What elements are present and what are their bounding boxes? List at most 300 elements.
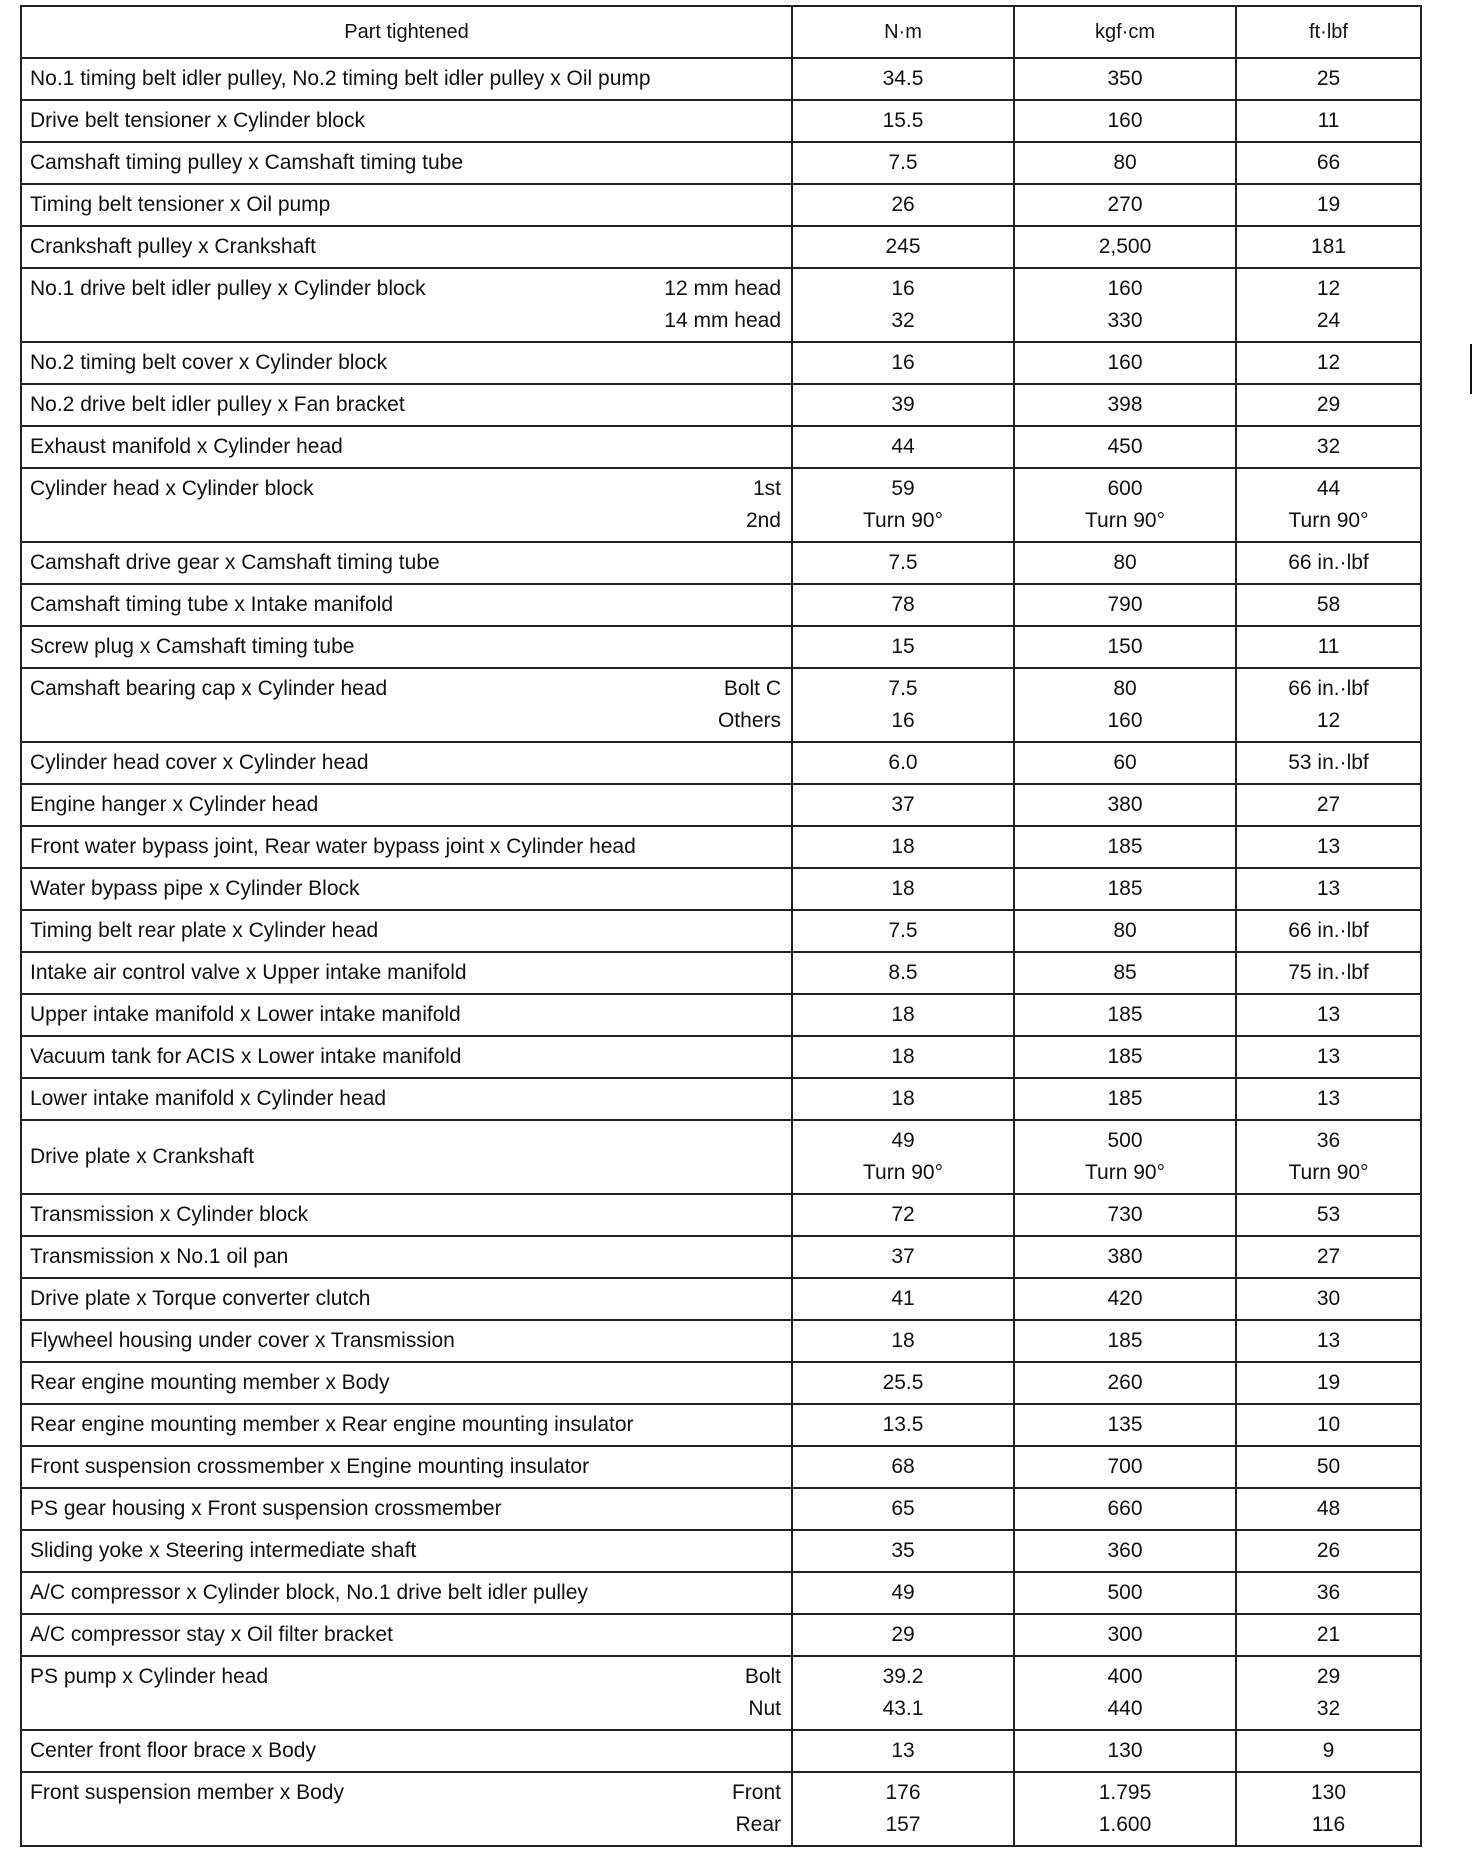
- part-cell: [21, 1362, 792, 1404]
- nm-value-cell: [792, 1730, 1014, 1772]
- part-name: PS gear housing x Front suspension crossmember: [30, 1497, 502, 1520]
- part-name: Intake air control valve x Upper intake manifold: [30, 961, 467, 984]
- nm-value: 29: [891, 1623, 915, 1646]
- kgf-value-cell: [1014, 994, 1236, 1036]
- part-cell: [21, 100, 792, 142]
- kgf-value: 398: [1107, 393, 1143, 416]
- ft-value-cell: [1236, 142, 1421, 184]
- ft-value-cell: [1236, 1614, 1421, 1656]
- nm-value: 7.5: [888, 151, 918, 174]
- nm-value-cell: [792, 868, 1014, 910]
- nm-value-cell: [792, 342, 1014, 384]
- kgf-value-cell: [1014, 952, 1236, 994]
- part-name: Rear engine mounting member x Body: [30, 1371, 390, 1394]
- nm-value: 6.0: [888, 751, 918, 774]
- kgf-value-cell: [1014, 1236, 1236, 1278]
- ft-value-cell: [1236, 868, 1421, 910]
- kgf-value: 160: [1107, 709, 1143, 732]
- ft-value-cell: [1236, 584, 1421, 626]
- part-cell: [21, 742, 792, 784]
- part-name: Drive plate x Torque converter clutch: [30, 1287, 371, 1310]
- nm-value: 59: [891, 477, 915, 500]
- part-cell: [21, 784, 792, 826]
- table-row: [21, 742, 1421, 784]
- ft-value-cell: [1236, 994, 1421, 1036]
- kgf-value-cell: [1014, 1194, 1236, 1236]
- ft-value-cell: [1236, 1036, 1421, 1078]
- ft-value-cell: [1236, 426, 1421, 468]
- table-row: [21, 426, 1421, 468]
- kgf-value: 2,500: [1098, 235, 1152, 258]
- nm-value: 39: [891, 393, 915, 416]
- part-name: Center front floor brace x Body: [30, 1739, 316, 1762]
- ft-value-cell: [1236, 58, 1421, 100]
- kgf-value: 80: [1113, 151, 1137, 174]
- part-name: Crankshaft pulley x Crankshaft: [30, 235, 316, 258]
- part-cell: [21, 868, 792, 910]
- kgf-value-cell: [1014, 1404, 1236, 1446]
- nm-value: 49: [891, 1581, 915, 1604]
- sub-condition-label: 2nd: [745, 509, 781, 532]
- sub-condition-label: 14 mm head: [664, 309, 781, 332]
- part-cell: [21, 1530, 792, 1572]
- part-name: Vacuum tank for ACIS x Lower intake manifold: [30, 1045, 462, 1068]
- torque-table-body: [21, 58, 1421, 1846]
- sub-condition-label: 12 mm head: [664, 277, 781, 300]
- nm-value-cell: [792, 1036, 1014, 1078]
- nm-value: 32: [891, 309, 915, 332]
- kgf-value: 500: [1107, 1129, 1143, 1152]
- nm-value: 18: [891, 835, 915, 858]
- kgf-value: 160: [1107, 277, 1143, 300]
- kgf-value: 185: [1107, 1087, 1143, 1110]
- table-row: [21, 1320, 1421, 1362]
- ft-value: 10: [1316, 1413, 1341, 1436]
- ft-value-cell: [1236, 668, 1421, 742]
- kgf-value-cell: [1014, 1488, 1236, 1530]
- kgf-value-cell: [1014, 426, 1236, 468]
- ft-value: 29: [1316, 393, 1341, 416]
- nm-value: Turn 90°: [863, 509, 943, 532]
- nm-value-cell: [792, 426, 1014, 468]
- kgf-value-cell: [1014, 1278, 1236, 1320]
- ft-value: 30: [1316, 1287, 1341, 1310]
- nm-value: 18: [891, 1087, 915, 1110]
- nm-value: 15.5: [882, 109, 924, 132]
- nm-value-cell: [792, 1530, 1014, 1572]
- ft-value: 13: [1316, 1087, 1341, 1110]
- ft-value-cell: [1236, 268, 1421, 342]
- part-name: A/C compressor x Cylinder block, No.1 drive belt idler pulley: [30, 1581, 588, 1604]
- part-name: Timing belt tensioner x Oil pump: [30, 193, 331, 216]
- kgf-value: 60: [1113, 751, 1137, 774]
- kgf-value: 380: [1107, 793, 1143, 816]
- kgf-value-cell: [1014, 784, 1236, 826]
- nm-value: 15: [891, 635, 915, 658]
- kgf-value: 135: [1107, 1413, 1143, 1436]
- ft-value-cell: [1236, 1236, 1421, 1278]
- part-cell: [21, 1656, 792, 1730]
- part-name: No.2 timing belt cover x Cylinder block: [30, 351, 388, 374]
- nm-value: 49: [891, 1129, 915, 1152]
- ft-value: 25: [1316, 67, 1341, 90]
- nm-value-cell: [792, 58, 1014, 100]
- table-row: [21, 1278, 1421, 1320]
- part-name: Camshaft drive gear x Camshaft timing tube: [30, 551, 440, 574]
- ft-value-cell: [1236, 826, 1421, 868]
- table-row: [21, 342, 1421, 384]
- part-name: Drive belt tensioner x Cylinder block: [30, 109, 365, 132]
- nm-value-cell: [792, 1194, 1014, 1236]
- nm-value: 65: [891, 1497, 915, 1520]
- part-cell: [21, 142, 792, 184]
- table-row: [21, 226, 1421, 268]
- ft-value-cell: [1236, 952, 1421, 994]
- kgf-value-cell: [1014, 826, 1236, 868]
- kgf-value: 380: [1107, 1245, 1143, 1268]
- nm-value: 16: [891, 351, 915, 374]
- table-row: [21, 826, 1421, 868]
- nm-value: 18: [891, 1045, 915, 1068]
- header-part-tightened: Part tightened: [21, 6, 792, 58]
- ft-value-cell: [1236, 468, 1421, 542]
- kgf-value-cell: [1014, 1446, 1236, 1488]
- part-cell: [21, 1320, 792, 1362]
- ft-value-cell: [1236, 1730, 1421, 1772]
- kgf-value: 730: [1107, 1203, 1143, 1226]
- ft-value: 13: [1316, 835, 1341, 858]
- ft-value: Turn 90°: [1288, 509, 1369, 532]
- table-row: [21, 1730, 1421, 1772]
- table-row: [21, 100, 1421, 142]
- nm-value: 7.5: [888, 551, 918, 574]
- kgf-value: 330: [1107, 309, 1143, 332]
- kgf-value: 350: [1107, 67, 1143, 90]
- sub-condition-label: Nut: [748, 1697, 781, 1720]
- sub-condition-label: Rear: [735, 1813, 781, 1836]
- ft-value: 19: [1316, 1371, 1341, 1394]
- part-name: Flywheel housing under cover x Transmission: [30, 1329, 455, 1352]
- ft-value: 130: [1310, 1781, 1347, 1804]
- nm-value: 7.5: [888, 919, 918, 942]
- kgf-value: Turn 90°: [1085, 509, 1165, 532]
- part-cell: [21, 1614, 792, 1656]
- ft-value-cell: [1236, 1362, 1421, 1404]
- ft-value-cell: [1236, 1488, 1421, 1530]
- part-cell: [21, 826, 792, 868]
- part-cell: [21, 994, 792, 1036]
- sub-condition-labels: [718, 669, 781, 741]
- ft-value-cell: [1236, 226, 1421, 268]
- part-cell: [21, 384, 792, 426]
- table-row: [21, 1772, 1421, 1846]
- ft-value: 29: [1316, 1665, 1341, 1688]
- nm-value: 176: [885, 1781, 921, 1804]
- nm-value-cell: [792, 952, 1014, 994]
- table-row: [21, 1404, 1421, 1446]
- part-cell: [21, 910, 792, 952]
- sub-condition-label: Bolt C: [723, 677, 781, 700]
- ft-value: 48: [1316, 1497, 1341, 1520]
- kgf-value-cell: [1014, 910, 1236, 952]
- table-row: [21, 268, 1421, 342]
- nm-value: 16: [891, 709, 915, 732]
- part-cell: [21, 1572, 792, 1614]
- nm-value-cell: [792, 1614, 1014, 1656]
- sub-condition-label: Others: [717, 709, 781, 732]
- nm-value: 18: [891, 1003, 915, 1026]
- part-cell: [21, 1404, 792, 1446]
- part-name: Cylinder head cover x Cylinder head: [30, 751, 369, 774]
- kgf-value: 360: [1107, 1539, 1143, 1562]
- nm-value: 18: [891, 877, 915, 900]
- ft-value: 13: [1316, 877, 1341, 900]
- part-cell: [21, 1772, 792, 1846]
- kgf-value: 185: [1107, 1329, 1143, 1352]
- ft-value: 36: [1316, 1581, 1341, 1604]
- kgf-value: 185: [1107, 835, 1143, 858]
- part-name: No.1 timing belt idler pulley, No.2 timing belt idler pulley x Oil pump: [30, 67, 651, 90]
- kgf-value-cell: [1014, 868, 1236, 910]
- kgf-value-cell: [1014, 1320, 1236, 1362]
- ft-value-cell: [1236, 1078, 1421, 1120]
- part-name: Timing belt rear plate x Cylinder head: [30, 919, 379, 942]
- nm-value: 7.5: [888, 677, 918, 700]
- nm-value: 8.5: [888, 961, 918, 984]
- ft-value: 181: [1310, 235, 1347, 258]
- kgf-value: 440: [1107, 1697, 1143, 1720]
- part-name: Transmission x No.1 oil pan: [30, 1245, 289, 1268]
- nm-value: 157: [885, 1813, 921, 1836]
- ft-value: 53 in.·lbf: [1288, 751, 1369, 774]
- nm-value-cell: [792, 226, 1014, 268]
- kgf-value: 420: [1107, 1287, 1143, 1310]
- ft-value-cell: [1236, 1446, 1421, 1488]
- table-row: [21, 1078, 1421, 1120]
- kgf-value: 600: [1107, 477, 1143, 500]
- kgf-value: 185: [1107, 1045, 1143, 1068]
- part-name: Camshaft timing pulley x Camshaft timing tube: [30, 151, 464, 174]
- table-row: [21, 584, 1421, 626]
- ft-value-cell: [1236, 342, 1421, 384]
- part-name: Camshaft bearing cap x Cylinder head: [30, 677, 388, 700]
- nm-value: 13.5: [882, 1413, 924, 1436]
- nm-value: 18: [891, 1329, 915, 1352]
- kgf-value-cell: [1014, 142, 1236, 184]
- table-row: [21, 1446, 1421, 1488]
- ft-value-cell: [1236, 184, 1421, 226]
- nm-value-cell: [792, 1320, 1014, 1362]
- torque-specification-table: [20, 5, 1422, 1847]
- ft-value-cell: [1236, 1572, 1421, 1614]
- sub-condition-labels: [745, 1657, 781, 1729]
- table-row: [21, 1572, 1421, 1614]
- kgf-value: Turn 90°: [1085, 1161, 1165, 1184]
- nm-value-cell: [792, 542, 1014, 584]
- nm-value-cell: [792, 1278, 1014, 1320]
- table-row: [21, 542, 1421, 584]
- part-name: Rear engine mounting member x Rear engine mounting insulator: [30, 1413, 634, 1436]
- nm-value: 41: [891, 1287, 915, 1310]
- ft-value-cell: [1236, 1656, 1421, 1730]
- ft-value-cell: [1236, 1278, 1421, 1320]
- nm-value-cell: [792, 1362, 1014, 1404]
- kgf-value: 270: [1107, 193, 1143, 216]
- ft-value: 26: [1316, 1539, 1341, 1562]
- header-newton-meters: N·m: [792, 6, 1014, 58]
- nm-value-cell: [792, 142, 1014, 184]
- ft-value-cell: [1236, 626, 1421, 668]
- nm-value-cell: [792, 1236, 1014, 1278]
- nm-value: 39.2: [882, 1665, 924, 1688]
- kgf-value: 700: [1107, 1455, 1143, 1478]
- kgf-value-cell: [1014, 1120, 1236, 1194]
- part-name: Upper intake manifold x Lower intake manifold: [30, 1003, 461, 1026]
- table-row: [21, 952, 1421, 994]
- kgf-value-cell: [1014, 268, 1236, 342]
- part-cell: [21, 952, 792, 994]
- nm-value: 44: [891, 435, 915, 458]
- part-cell: [21, 542, 792, 584]
- kgf-value-cell: [1014, 626, 1236, 668]
- ft-value: 32: [1316, 1697, 1341, 1720]
- table-row: [21, 384, 1421, 426]
- ft-value-cell: [1236, 742, 1421, 784]
- nm-value-cell: [792, 1572, 1014, 1614]
- part-name: Water bypass pipe x Cylinder Block: [30, 877, 360, 900]
- ft-value: 12: [1316, 351, 1341, 374]
- ft-value: 58: [1316, 593, 1341, 616]
- kgf-value: 80: [1113, 677, 1137, 700]
- table-row: [21, 1362, 1421, 1404]
- nm-value-cell: [792, 994, 1014, 1036]
- nm-value: 68: [891, 1455, 915, 1478]
- kgf-value: 80: [1113, 919, 1137, 942]
- ft-value: 12: [1316, 709, 1341, 732]
- part-cell: [21, 226, 792, 268]
- kgf-value-cell: [1014, 226, 1236, 268]
- part-name: PS pump x Cylinder head: [30, 1665, 269, 1688]
- kgf-value-cell: [1014, 1656, 1236, 1730]
- kgf-value-cell: [1014, 100, 1236, 142]
- kgf-value: 450: [1107, 435, 1143, 458]
- part-cell: [21, 1120, 792, 1194]
- ft-value-cell: [1236, 1404, 1421, 1446]
- nm-value-cell: [792, 384, 1014, 426]
- nm-value-cell: [792, 1404, 1014, 1446]
- part-cell: [21, 1730, 792, 1772]
- kgf-value-cell: [1014, 584, 1236, 626]
- ft-value: 66: [1316, 151, 1341, 174]
- nm-value-cell: [792, 626, 1014, 668]
- part-name: No.2 drive belt idler pulley x Fan bracket: [30, 393, 405, 416]
- kgf-value-cell: [1014, 1362, 1236, 1404]
- part-cell: [21, 468, 792, 542]
- kgf-value-cell: [1014, 58, 1236, 100]
- table-row: [21, 668, 1421, 742]
- ft-value: 13: [1316, 1045, 1341, 1068]
- ft-value-cell: [1236, 542, 1421, 584]
- part-name: No.1 drive belt idler pulley x Cylinder block: [30, 277, 426, 300]
- kgf-value: 150: [1107, 635, 1143, 658]
- kgf-value: 80: [1113, 551, 1137, 574]
- nm-value: Turn 90°: [863, 1161, 943, 1184]
- table-row: [21, 58, 1421, 100]
- part-cell: [21, 1078, 792, 1120]
- kgf-value-cell: [1014, 1772, 1236, 1846]
- nm-value: 26: [891, 193, 915, 216]
- kgf-value-cell: [1014, 1572, 1236, 1614]
- kgf-value: 260: [1107, 1371, 1143, 1394]
- table-row: [21, 1614, 1421, 1656]
- part-name: Sliding yoke x Steering intermediate shaft: [30, 1539, 417, 1562]
- part-name: Front suspension member x Body: [30, 1781, 344, 1804]
- kgf-value: 185: [1107, 877, 1143, 900]
- kgf-value-cell: [1014, 384, 1236, 426]
- nm-value-cell: [792, 1488, 1014, 1530]
- ft-value: 75 in.·lbf: [1288, 961, 1369, 984]
- kgf-value-cell: [1014, 668, 1236, 742]
- part-cell: [21, 1488, 792, 1530]
- kgf-value-cell: [1014, 342, 1236, 384]
- ft-value: 24: [1316, 309, 1341, 332]
- kgf-value: 300: [1107, 1623, 1143, 1646]
- nm-value-cell: [792, 742, 1014, 784]
- part-cell: [21, 1236, 792, 1278]
- ft-value-cell: [1236, 1772, 1421, 1846]
- ft-value: 32: [1316, 435, 1341, 458]
- ft-value-cell: [1236, 100, 1421, 142]
- nm-value-cell: [792, 584, 1014, 626]
- part-name: Exhaust manifold x Cylinder head: [30, 435, 343, 458]
- ft-value: 13: [1316, 1329, 1341, 1352]
- ft-value-cell: [1236, 384, 1421, 426]
- nm-value-cell: [792, 1656, 1014, 1730]
- sub-condition-label: 1st: [752, 477, 781, 500]
- sub-condition-labels: [746, 469, 781, 541]
- ft-value-cell: [1236, 784, 1421, 826]
- ft-value-cell: [1236, 1120, 1421, 1194]
- kgf-value-cell: [1014, 184, 1236, 226]
- nm-value: 16: [891, 277, 915, 300]
- part-name: Front water bypass joint, Rear water bypass joint x Cylinder head: [30, 835, 636, 858]
- part-cell: [21, 1278, 792, 1320]
- part-cell: [21, 584, 792, 626]
- table-row: [21, 868, 1421, 910]
- ft-value: 53: [1316, 1203, 1341, 1226]
- ft-value: 44: [1316, 477, 1341, 500]
- nm-value: 78: [891, 593, 915, 616]
- ft-value: 13: [1316, 1003, 1341, 1026]
- kgf-value: 185: [1107, 1003, 1143, 1026]
- ft-value: 9: [1322, 1739, 1335, 1762]
- table-row: [21, 1036, 1421, 1078]
- nm-value: 43.1: [882, 1697, 924, 1720]
- part-name: Cylinder head x Cylinder block: [30, 477, 314, 500]
- sub-condition-label: Bolt: [744, 1665, 781, 1688]
- kgf-value: 1.795: [1098, 1781, 1152, 1804]
- nm-value: 34.5: [882, 67, 924, 90]
- kgf-value: 500: [1107, 1581, 1143, 1604]
- table-row: [21, 1656, 1421, 1730]
- ft-value: 21: [1316, 1623, 1341, 1646]
- kgf-value-cell: [1014, 1530, 1236, 1572]
- part-name: Drive plate x Crankshaft: [30, 1145, 255, 1168]
- kgf-value-cell: [1014, 468, 1236, 542]
- part-cell: [21, 1446, 792, 1488]
- nm-value-cell: [792, 784, 1014, 826]
- ft-value: 27: [1316, 793, 1341, 816]
